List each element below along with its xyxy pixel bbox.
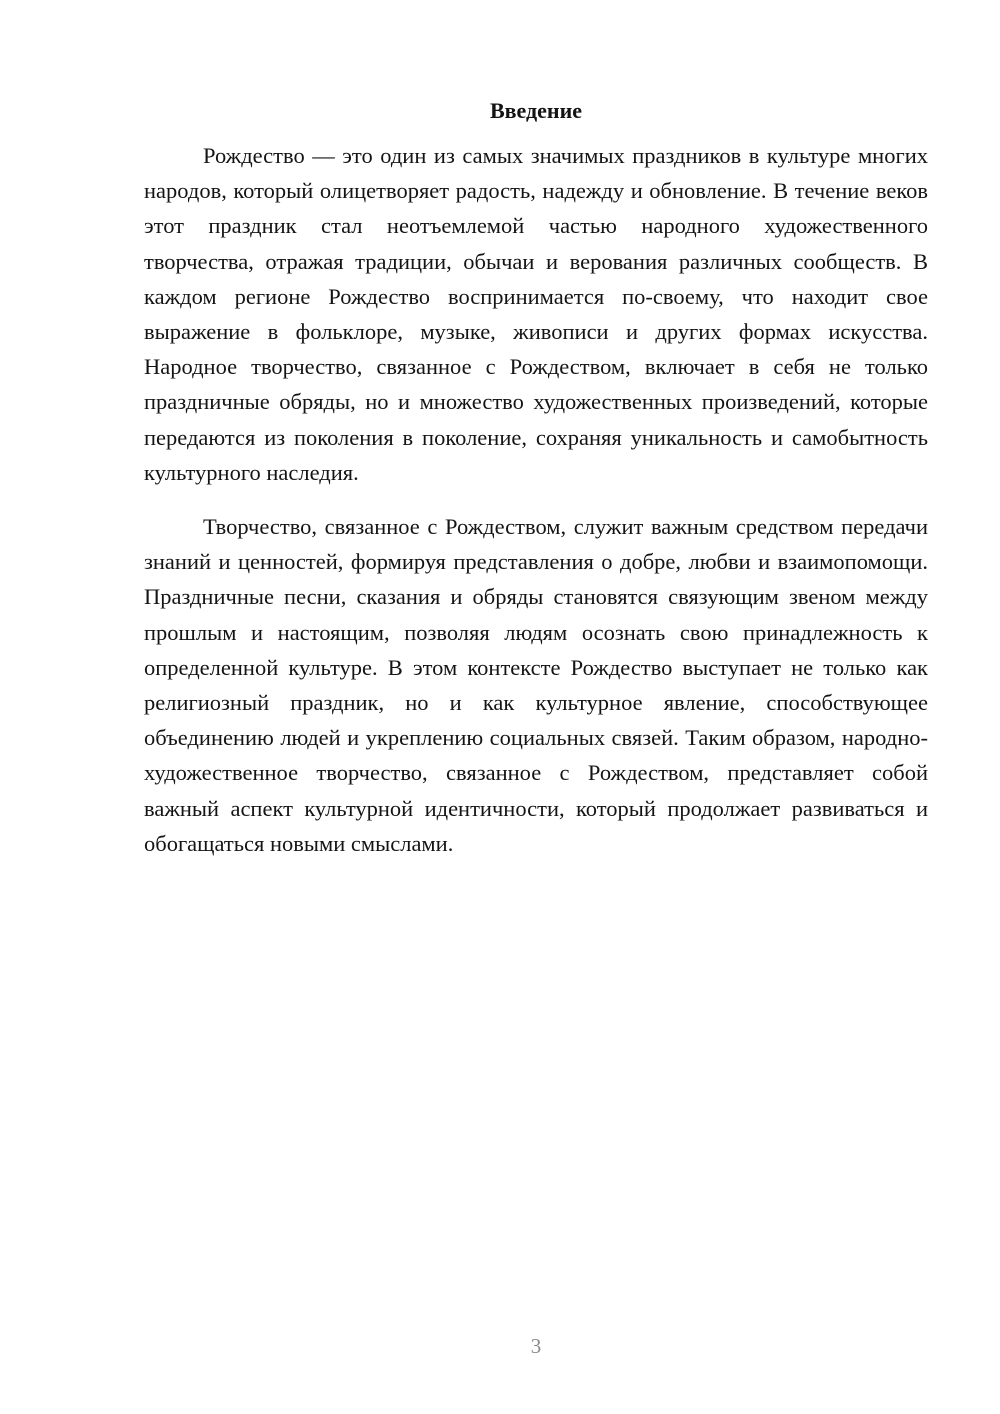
paragraph: Творчество, связанное с Рождеством, служит важным средством передачи знаний и ценностей, формируя представления о добре, любви и взаимопомощи. Праздничные песни, сказания и обряды становятся связующим звеном между прошлым и настоящим, позволяя людям осознать свою принадлежность к определенной культуре. В этом контексте Рождество выступает не только как религиозный праздник, но и как культурное явление, способствующее объединению людей и укреплению социальных связей. Таким образом, народно-художественное творчество, связанное с Рождеством, представляет собой важный аспект культурной идентичности, который продолжает развиваться и обогащаться новыми смыслами. (144, 514, 928, 856)
page-number: 3 (530, 1334, 542, 1358)
section-title: Введение (489, 98, 583, 123)
paragraph: Рождество — это один из самых значимых праздников в культуре многих народов, который олицетворяет радость, надежду и обновление. В течение веков этот праздник стал неотъемлемой частью народного художественного творчества, отражая традиции, обычаи и верования различных сообществ. В каждом регионе Рождество воспринимается по-своему, что находит свое выражение в фольклоре, музыке, живописи и других формах искусства. Народное творчество, связанное с Рождеством, включает в себя не только праздничные обряды, но и множество художественных произведений, которые передаются из поколения в поколение, сохраняя уникальность и самобытность культурного наследия. (144, 143, 928, 485)
document-body (144, 96, 928, 861)
